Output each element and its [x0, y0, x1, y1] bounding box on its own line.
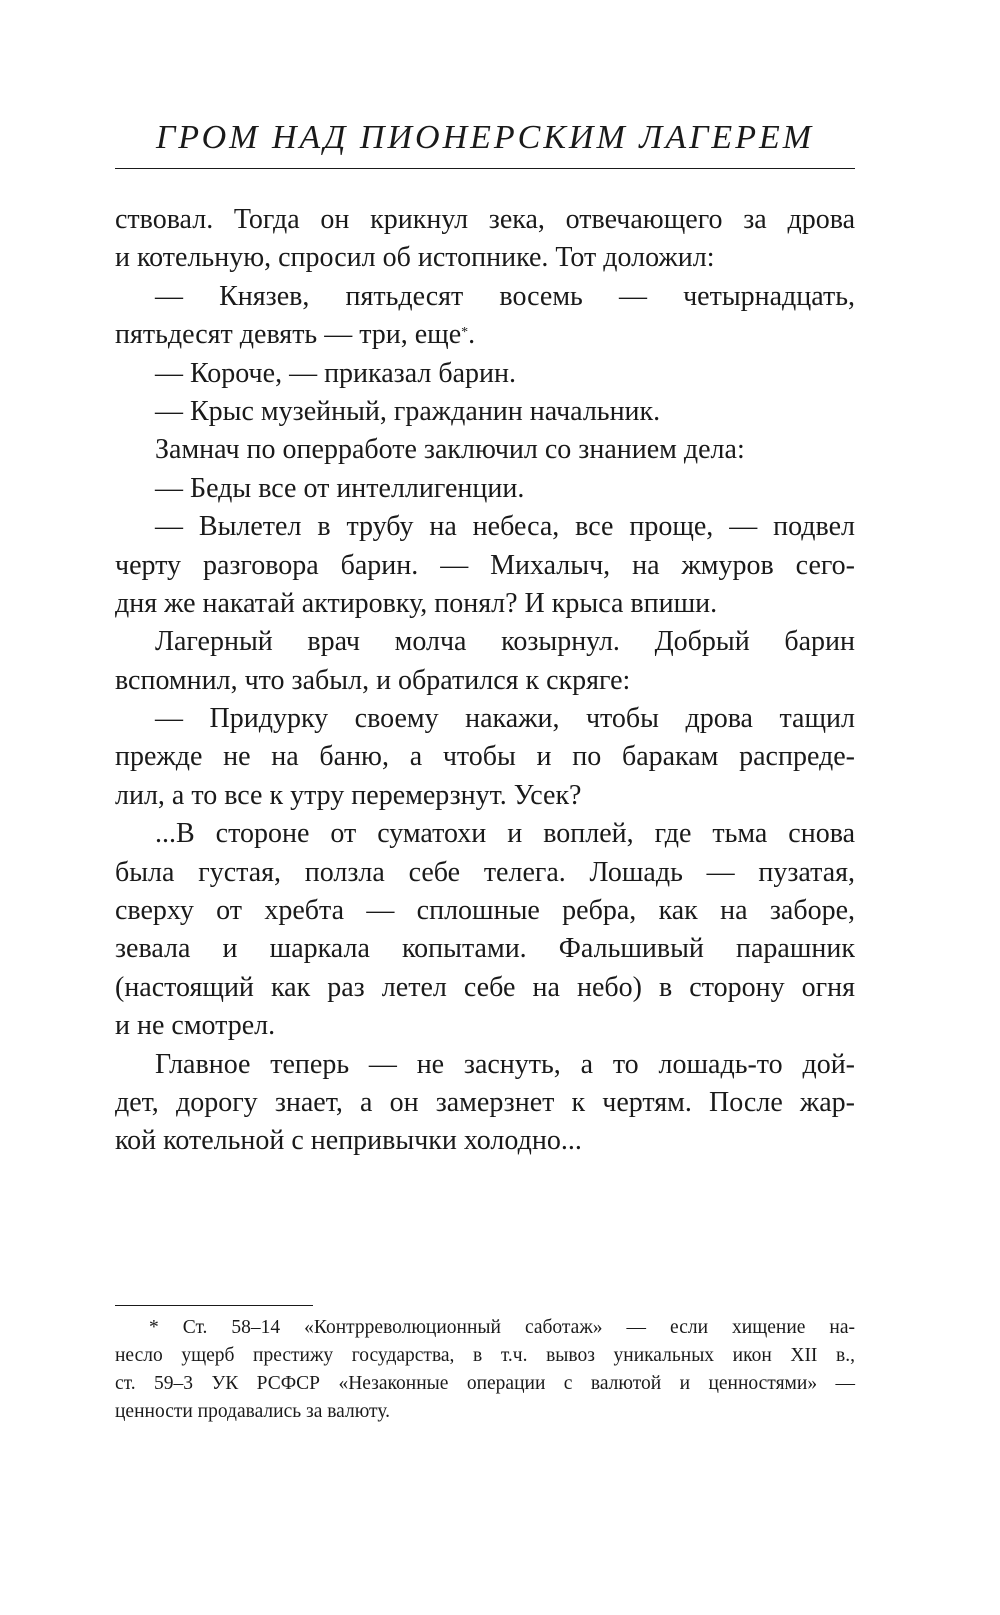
text-line: Лагерный врач молча козырнул. Добрый барин	[155, 626, 855, 658]
footnote-line: ст. 59–3 УК РСФСР «Незаконные операции с валютой и ценностями» —	[115, 1373, 855, 1394]
text-line: лил, а то все к утру перемерзнут. Усек?	[115, 779, 582, 811]
main-text	[115, 201, 855, 1161]
running-title: ГРОМ НАД ПИОНЕРСКИМ ЛАГЕРЕМ	[155, 119, 815, 156]
text-line: Главное теперь — не заснуть, а то лошадь-то дой-	[155, 1048, 855, 1080]
footnote-line: несло ущерб престижу государства, в т.ч. вывоз уникальных икон XII в.,	[115, 1345, 855, 1366]
text-line: — Короче, — приказал барин.	[155, 357, 516, 389]
text-line: — Крыс музейный, гражданин начальник.	[155, 395, 661, 427]
text-line: прежде не на баню, а чтобы и по баракам распреде-	[115, 741, 855, 773]
text-line: — Князев, пятьдесят восемь — четырнадцать,	[155, 280, 855, 312]
text-line: ...В стороне от суматохи и воплей, где тьма снова	[155, 818, 855, 850]
text-line: ствовал. Тогда он крикнул зека, отвечающего за дрова	[115, 204, 855, 235]
footnote-line: ценности продавались за валюту.	[115, 1401, 390, 1422]
footnote-divider	[115, 1305, 313, 1306]
footnote-marker: *	[461, 325, 469, 341]
text-line: — Беды все от интеллигенции.	[155, 472, 525, 504]
text-line: была густая, ползла себе телега. Лошадь — пузатая,	[115, 856, 855, 888]
text-line: зевала и шаркала копытами. Фальшивый парашник	[115, 933, 855, 965]
text-line: (настоящий как раз летел себе на небо) в сторону огня	[115, 971, 855, 1003]
text-line: пятьдесят девять — три, еще	[115, 319, 462, 351]
text-line: черту разговора барин. — Михалыч, на жмуров сего-	[115, 549, 855, 581]
footnote-line: * Ст. 58–14 «Контрреволюционный саботаж» — если хищение на-	[149, 1317, 855, 1338]
text-line: и котельную, спросил об истопнике. Тот доложил:	[115, 242, 715, 274]
text-line: дет, дорогу знает, а он замерзнет к чертям. После жар-	[115, 1086, 855, 1118]
text-line: — Вылетел в трубу на небеса, все проще, — подвел	[155, 511, 855, 543]
text-line: кой котельной с непривычки холодно...	[115, 1125, 582, 1157]
text-line: сверху от хребта — сплошные ребра, как на заборе,	[115, 895, 855, 927]
text-line: дня же накатай актировку, понял? И крыса впиши.	[115, 587, 718, 619]
text-line: — Придурку своему накажи, чтобы дрова тащил	[155, 703, 855, 735]
text-line: и не смотрел.	[115, 1010, 276, 1042]
sentence-end: .	[468, 319, 476, 351]
text-line-with-footnote	[115, 316, 855, 354]
text-line: Замнач по оперработе заключил со знанием дела:	[155, 434, 745, 466]
footnote	[115, 1314, 855, 1426]
header-divider	[115, 168, 855, 169]
text-line: вспомнил, что забыл, и обратился к скряге:	[115, 664, 631, 696]
